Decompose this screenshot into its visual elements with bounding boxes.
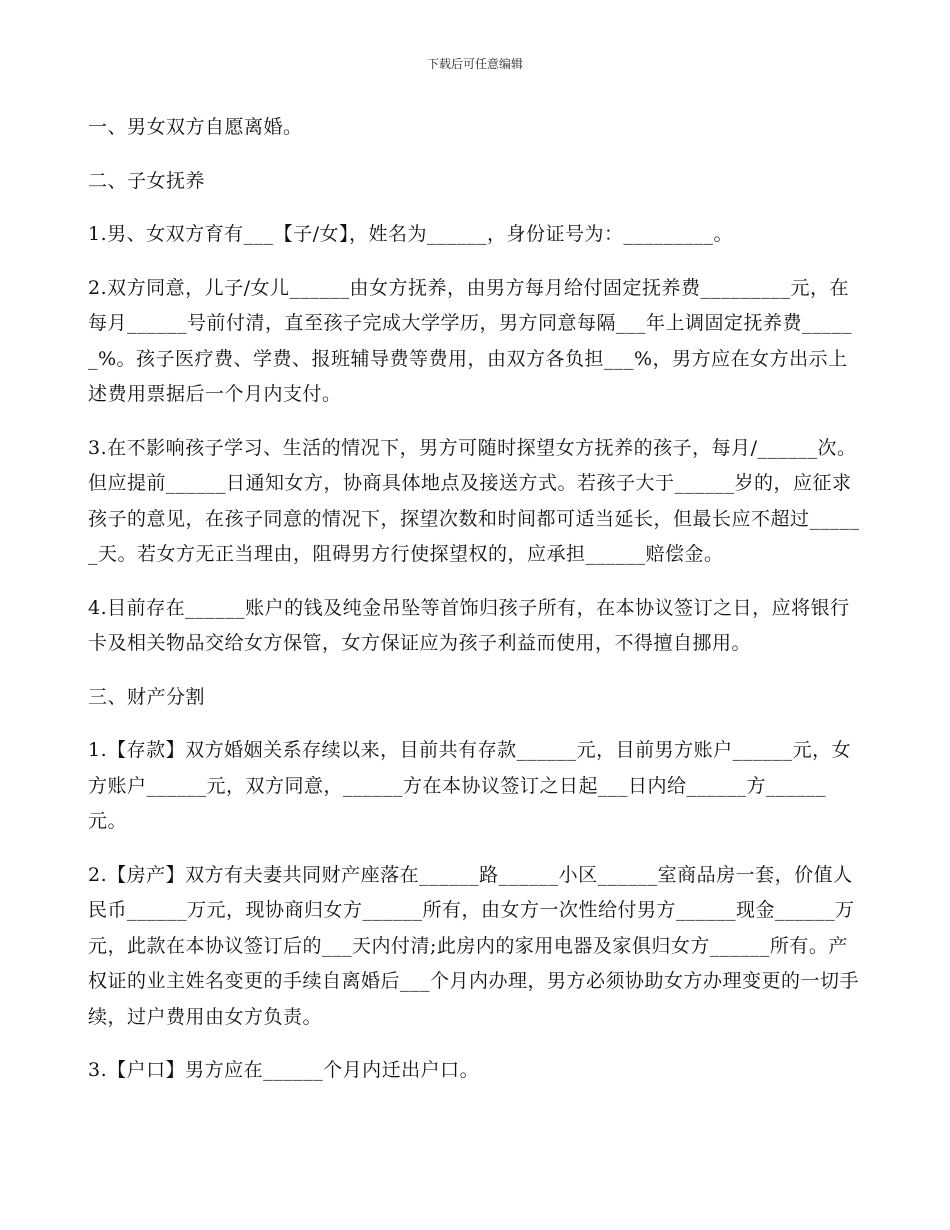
clause-deposits: 1.【存款】双方婚姻关系存续以来，目前共有存款______元，目前男方账户______元，女方账户______元，双方同意，______方在本协议签订之日起___日内给______方______元。: [88, 739, 852, 832]
clause-children-info: 1.男、女双方育有___【子/女】，姓名为______，身份证号为：_________。: [88, 223, 734, 245]
section-heading-divorce: 一、男女双方自愿离婚。: [88, 116, 303, 138]
clause-real-estate: 2.【房产】双方有夫妻共同财产座落在______路______小区______室商品房一套，价值人民币______万元，现协商归女方______所有，由女方一次性给付男方______现金______万元，此款在本协议签订后的___天内付清;此房内的家用电器及家俱归女方______所有。产权证的业主姓名变更的手续自离婚后___个月内办理，男方必须协助女方办理变更的一切手续，过户费用由女方负责。: [88, 863, 860, 1028]
clause-child-assets: 4.目前存在______账户的钱及纯金吊坠等首饰归孩子所有，在本协议签订之日，应将银行卡及相关物品交给女方保管，女方保证应为孩子利益而使用，不得擅自挪用。: [88, 596, 850, 654]
clause-visitation: 3.在不影响孩子学习、生活的情况下，男方可随时探望女方抚养的孩子，每月/______次。但应提前______日通知女方，协商具体地点及接送方式。若孩子大于______岁的，应征求孩子的意见，在孩子同意的情况下，探望次数和时间都可适当延长，但最长应不超过______天。若女方无正当理由，阻碍男方行使探望权的，应承担______赔偿金。: [88, 436, 860, 565]
section-heading-property: 三、财产分割: [88, 685, 206, 708]
page-header: 下载后可任意编辑: [426, 57, 523, 71]
section-heading-child-support: 二、子女抚养: [88, 169, 206, 192]
clause-child-support-fees: 2.双方同意，儿子/女儿______由女方抚养，由男方每月给付固定抚养费_________元，在每月______号前付清，直至孩子完成大学学历，男方同意每隔___年上调固定抚养费______%。孩子医疗费、学费、报班辅导费等费用，由双方各负担___%，男方应在女方出示上述费用票据后一个月内支付。: [88, 276, 853, 405]
clause-household-registration: 3.【户口】男方应在______个月内迁出户口。: [88, 1059, 480, 1081]
document-body: [88, 110, 863, 1107]
